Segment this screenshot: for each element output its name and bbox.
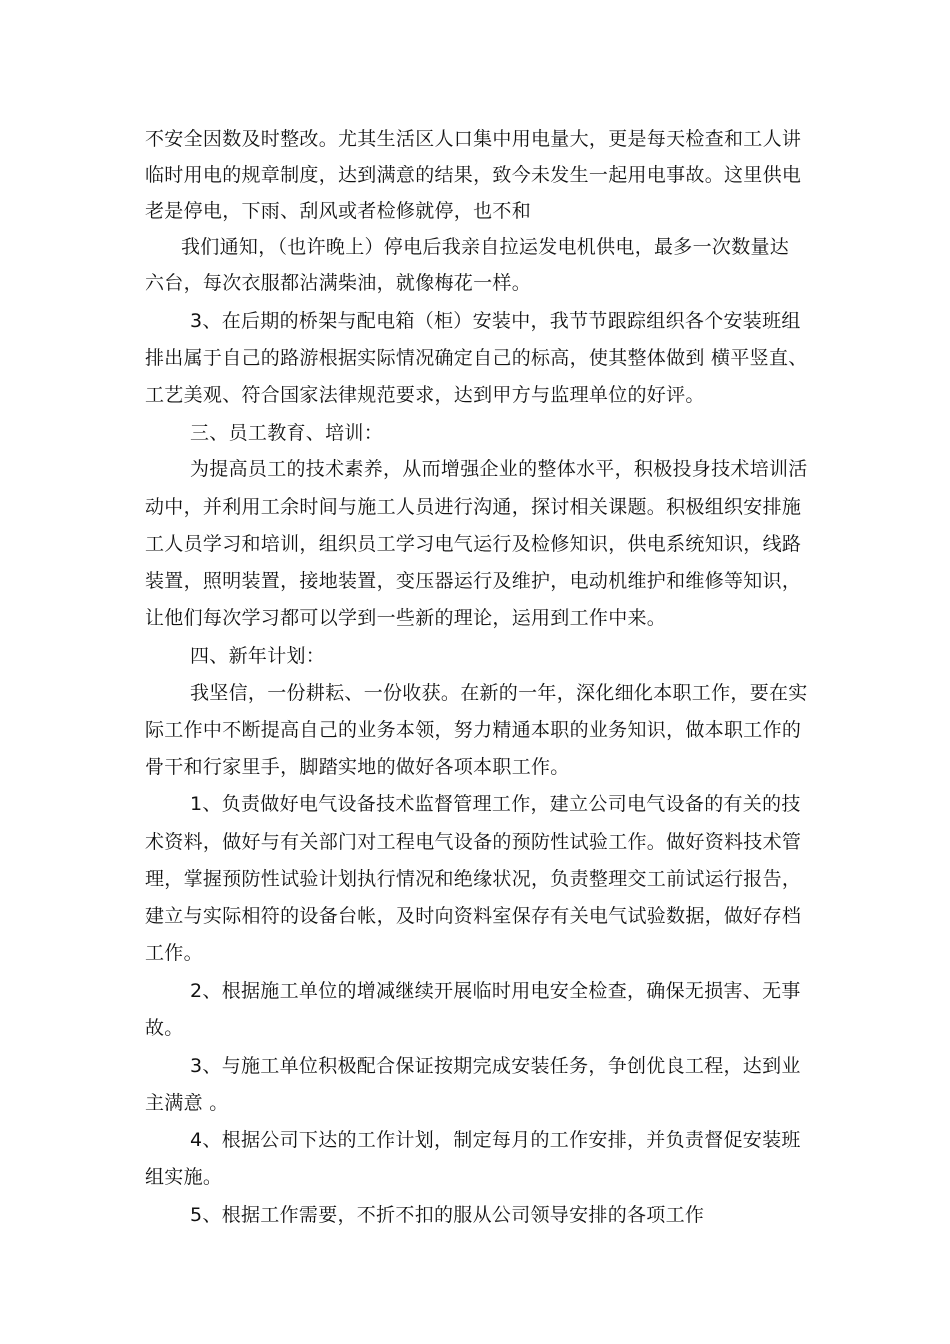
text-line: 工作。 [145, 942, 203, 964]
text-line: 临时用电的规章制度，达到满意的结果，致今未发生一起用电事故。这里供电 [145, 164, 802, 186]
text-line: 组实施。 [145, 1166, 223, 1188]
text-line: 3、在后期的桥架与配电箱（柜）安装中，我节节跟踪组织各个安装班组 [190, 310, 801, 332]
text-line: 我们通知，（也许晚上）停电后我亲自拉运发电机供电，最多一次数量达 [181, 236, 790, 258]
text-line: 装置，照明装置，接地装置，变压器运行及维护，电动机维护和维修等知识， [145, 570, 802, 592]
text-line: 4、根据公司下达的工作计划，制定每月的工作安排，并负责督促安装班 [190, 1129, 801, 1151]
section-heading: 四、新年计划： [190, 645, 326, 667]
text-line: 5、根据工作需要，不折不扣的服从公司领导安排的各项工作 [190, 1204, 705, 1226]
text-line: 理，掌握预防性试验计划执行情况和绝缘状况，负责整理交工前试运行报告， [145, 868, 802, 890]
text-line: 1、负责做好电气设备技术监督管理工作，建立公司电气设备的有关的技 [190, 793, 801, 815]
text-line: 主满意 。 [145, 1092, 229, 1114]
text-line: 动中，并利用工余时间与施工人员进行沟通，探讨相关课题。积极组织安排施 [145, 496, 802, 518]
text-line: 故。 [145, 1017, 184, 1039]
text-line: 际工作中不断提高自己的业务本领，努力精通本职的业务知识，做本职工作的 [145, 719, 802, 741]
text-line: 六台，每次衣服都沾满柴油，就像梅花一样。 [145, 272, 532, 294]
text-line: 工艺美观、符合国家法律规范要求，达到甲方与监理单位的好评。 [145, 384, 705, 406]
text-line: 工人员学习和培训，组织员工学习电气运行及检修知识，供电系统知识，线路 [145, 533, 802, 555]
text-line: 建立与实际相符的设备台帐，及时向资料室保存有关电气试验数据，做好存档 [145, 905, 802, 927]
text-line: 术资料，做好与有关部门对工程电气设备的预防性试验工作。做好资料技术管 [145, 831, 802, 853]
text-line: 3、与施工单位积极配合保证按期完成安装任务，争创优良工程，达到业 [190, 1055, 801, 1077]
text-line: 老是停电，下雨、刮风或者检修就停，也不和 [145, 200, 532, 222]
text-line: 我坚信，一份耕耘、一份收获。在新的一年，深化细化本职工作，要在实 [190, 682, 808, 704]
text-line: 为提高员工的技术素养，从而增强企业的整体水平，积极投身技术培训活 [190, 458, 808, 480]
text-line: 不安全因数及时整改。尤其生活区人口集中用电量大，更是每天检查和工人讲 [145, 128, 802, 150]
text-line: 2、根据施工单位的增减继续开展临时用电安全检查，确保无损害、无事 [190, 980, 801, 1002]
text-line: 排出属于自己的路游根据实际情况确定自己的标高，使其整体做到 横平竖直、 [145, 347, 808, 369]
section-heading: 三、员工教育、培训： [190, 422, 384, 444]
text-line: 骨干和行家里手，脚踏实地的做好各项本职工作。 [145, 756, 570, 778]
text-line: 让他们每次学习都可以学到一些新的理论，运用到工作中来。 [145, 607, 667, 629]
